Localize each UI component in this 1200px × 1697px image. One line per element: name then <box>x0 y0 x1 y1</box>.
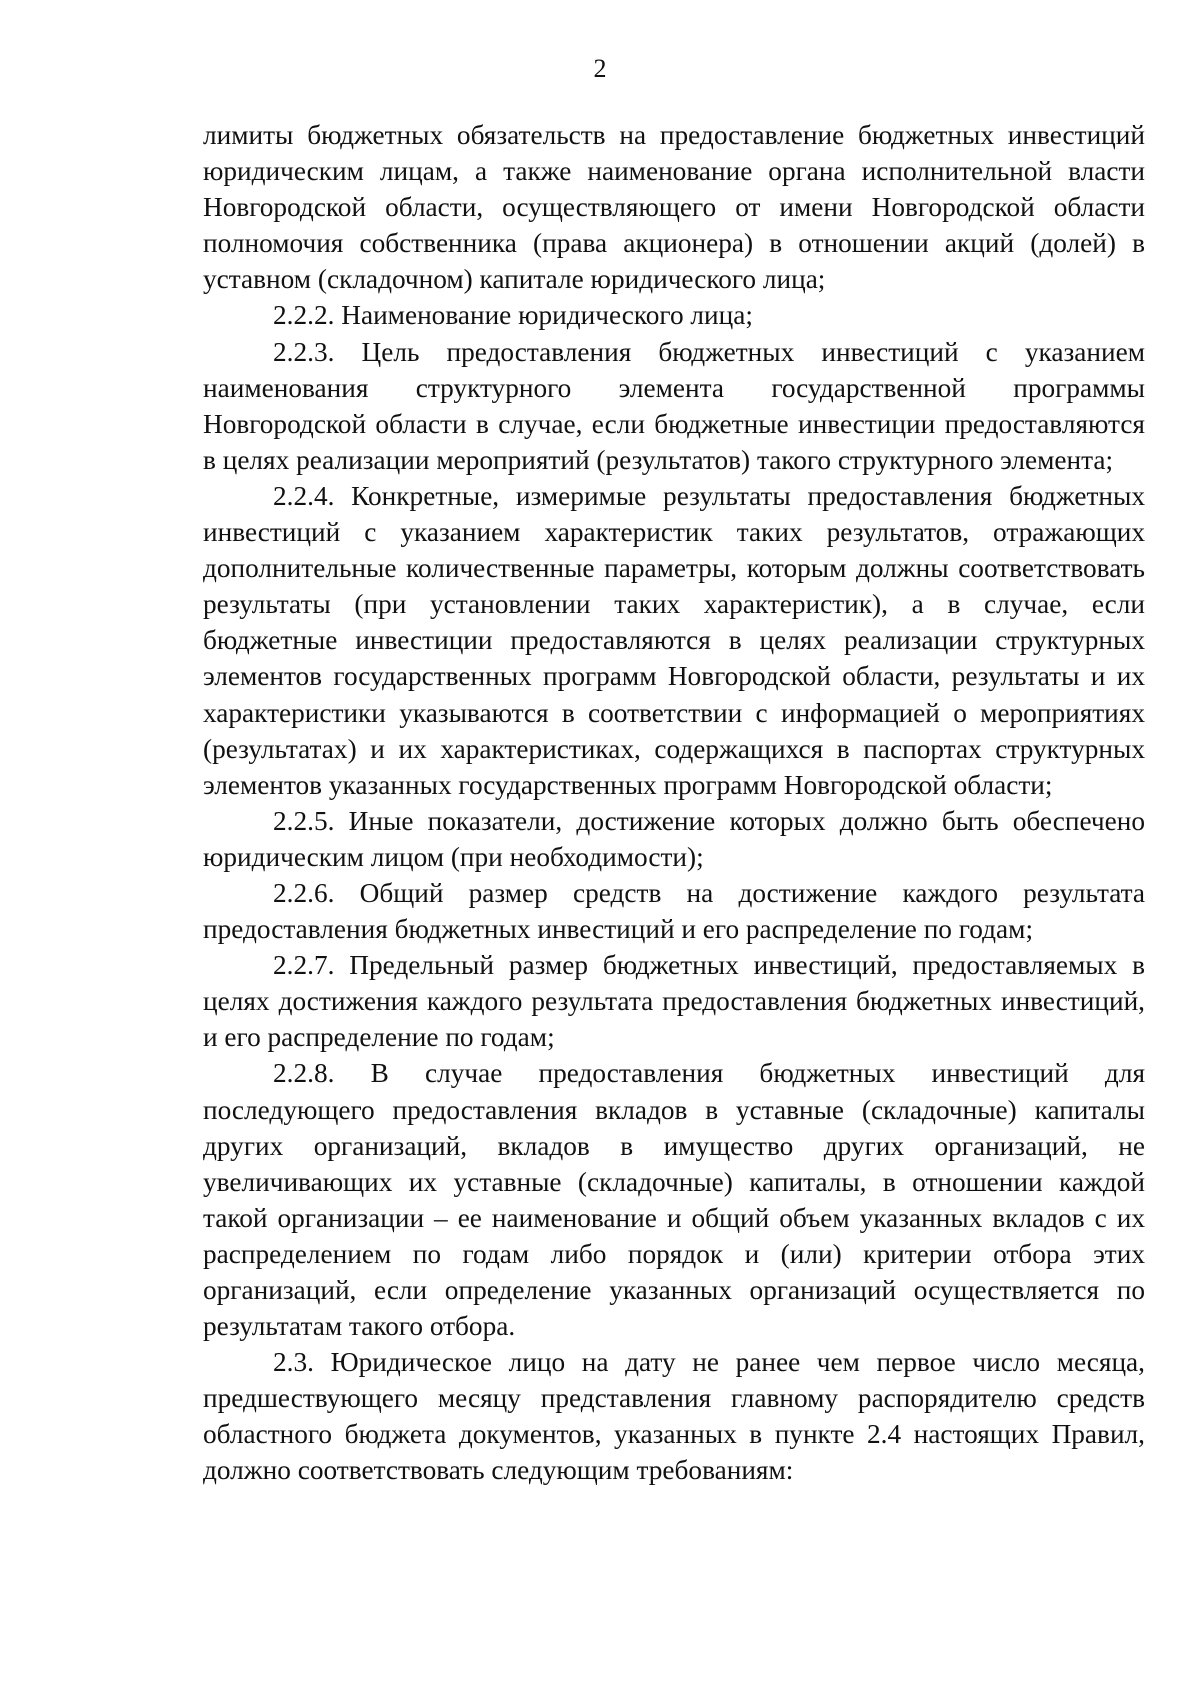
paragraph-2-2-6: 2.2.6. Общий размер средств на достижение каждого результата предоставления бюджетных инвестиций и его распределение по годам; <box>203 877 1145 945</box>
paragraph-2-2-8: 2.2.8. В случае предоставления бюджетных инвестиций для последующего предоставления вкладов в уставные (складочные) капиталы других организаций, вкладов в имущество других организаций, не увеличивающих их уставные (складочные) капиталы, в отношении каждой такой организации – ее наименование и общий объем указанных вкладов с их распределением по годам либо порядок и (или) критерии отбора этих организаций, если определение указанных организаций осуществляется по результатам такого отбора. <box>203 1058 1145 1342</box>
paragraph-2-2-7: 2.2.7. Предельный размер бюджетных инвестиций, предоставляемых в целях достижения каждого результата предоставления бюджетных инвестиций, и его распределение по годам; <box>203 950 1145 1053</box>
paragraph-2-2-5: 2.2.5. Иные показатели, достижение которых должно быть обеспечено юридическим лицом (при необходимости); <box>203 805 1145 872</box>
document-body <box>203 117 1145 1489</box>
paragraph-2-2-4: 2.2.4. Конкретные, измеримые результаты предоставления бюджетных инвестиций с указанием характеристик таких результатов, отражающих дополнительные количественные параметры, которым должны соответствовать результаты (при установлении таких характеристик), а в случае, если бюджетные инвестиции предоставляются в целях реализации структурных элементов государственных программ Новгородской области, результаты и их характеристики указываются в соответствии с информацией о мероприятиях (результатах) и их характеристиках, содержащихся в паспортах структурных элементов указанных государственных программ Новгородской области; <box>203 480 1145 800</box>
paragraph-2-2-2: 2.2.2. Наименование юридического лица; <box>273 300 753 331</box>
paragraph-2-3: 2.3. Юридическое лицо на дату не ранее чем первое число месяца, предшествующего месяцу представления главному распорядителю средств областного бюджета документов, указанных в пункте 2.4 настоящих Правил, должно соответствовать следующим требованиям: <box>203 1347 1145 1486</box>
paragraph-2-2-3: 2.2.3. Цель предоставления бюджетных инвестиций с указанием наименования структурного элемента государственной программы Новгородской области в случае, если бюджетные инвестиции предоставляются в целях реализации мероприятий (результатов) такого структурного элемента; <box>203 336 1145 475</box>
paragraph-limits-continued: лимиты бюджетных обязательств на предоставление бюджетных инвестиций юридическим лицам, а также наименование органа исполнительной власти Новгородской области, осуществляющего от имени Новгородской области полномочия собственника (права акционера) в отношении акций (долей) в уставном (складочном) капитале юридического лица; <box>203 120 1145 295</box>
page-number: 2 <box>593 54 607 83</box>
